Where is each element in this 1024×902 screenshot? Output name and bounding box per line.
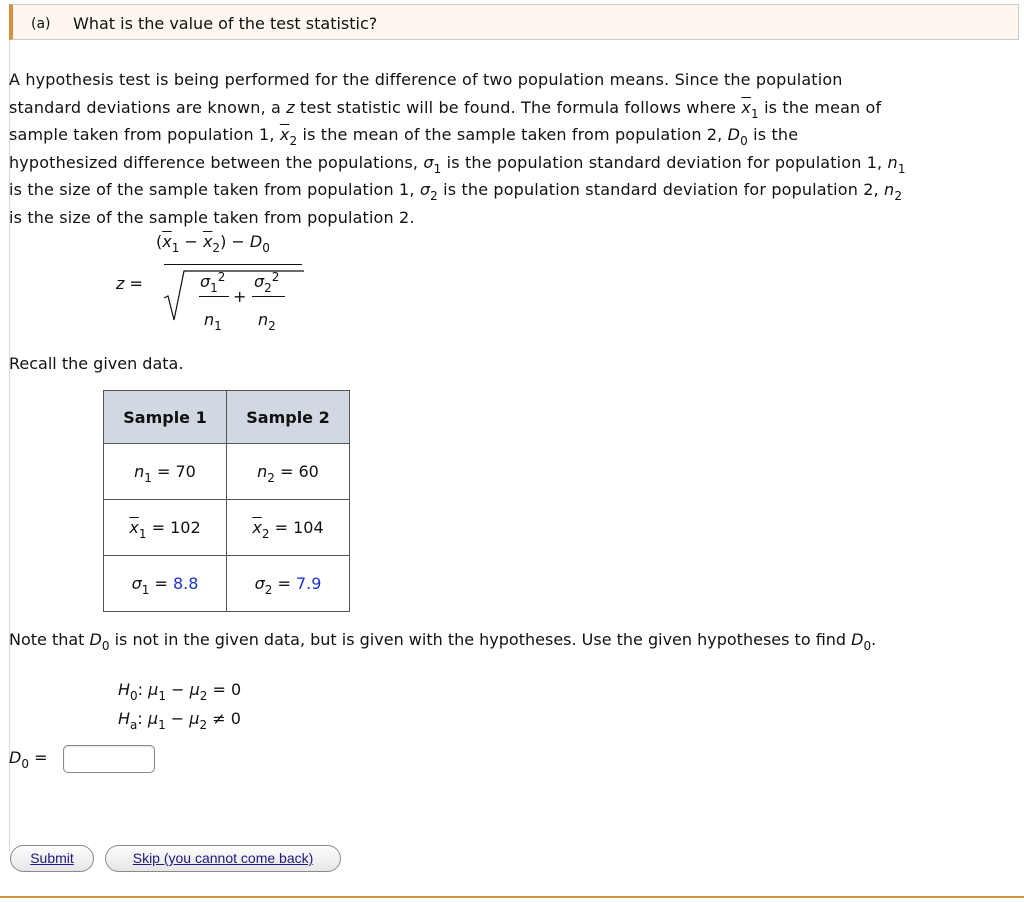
- n2-cell: $n_2 = 60$: [227, 444, 350, 500]
- d0-answer-input[interactable]: [63, 745, 155, 773]
- sigma1-squared: $\sigma_1^2$: [200, 270, 226, 295]
- intro-line-1: A hypothesis test is being performed for the difference of two population means. Since the population: [9, 70, 843, 89]
- intro-line-6: is the size of the sample taken from population 2.: [9, 207, 415, 227]
- n2-denominator: $n_2$: [258, 310, 276, 333]
- d0-label: $D_0$ =: [9, 748, 48, 771]
- column-header: Sample 1: [104, 391, 227, 444]
- recall-text: Recall the given data.: [9, 354, 184, 373]
- intro-paragraph: [9, 66, 1015, 231]
- intro-line-4: hypothesized difference between the populations, $\sigma_1$ is the population standard deviation for population 1, $n_1$: [9, 152, 906, 176]
- inner-fraction-bar-2: [252, 296, 285, 297]
- x1-cell: $\overline{x}_1 = 102$: [104, 500, 227, 556]
- formula-z: z =: [116, 274, 143, 293]
- skip-button[interactable]: Skip (you cannot come back): [105, 845, 341, 872]
- sigma2-squared: $\sigma_2^2$: [254, 270, 280, 295]
- column-header: Sample 2: [227, 391, 350, 444]
- table-row: [104, 444, 350, 500]
- note-text: Note that $D_0$ is not in the given data, but is given with the hypotheses. Use the given hypotheses to find $D_0$.: [9, 630, 877, 653]
- hypotheses: [118, 676, 241, 734]
- bottom-divider: [0, 896, 1024, 898]
- table-row: [104, 556, 350, 612]
- inner-fraction-bar-1: [199, 296, 229, 297]
- x2-cell: $\overline{x}_2 = 104$: [227, 500, 350, 556]
- z-formula: [100, 228, 330, 340]
- question-part-label: (a): [31, 16, 51, 32]
- formula-numerator: $(\overline{x}_1 - \overline{x}_2) - D_0$: [156, 232, 270, 255]
- question-header: [9, 4, 1019, 40]
- intro-line-5: is the size of the sample taken from population 1, $\sigma_2$ is the population standard deviation for population 2, $n_2$: [9, 180, 903, 203]
- question-title: What is the value of the test statistic?: [73, 14, 378, 33]
- null-hypothesis: $H_0$: $\mu_1 - \mu_2 = 0$: [118, 680, 242, 703]
- sigma2-cell: $\sigma_2 = 7.9$: [227, 556, 350, 612]
- submit-button[interactable]: Submit: [10, 845, 94, 872]
- alternative-hypothesis: $H_a$: $\mu_1 - \mu_2 \ne 0$: [118, 709, 241, 732]
- n1-denominator: $n_1$: [204, 310, 222, 333]
- given-data-table: [103, 390, 350, 612]
- intro-line-3: sample taken from population 1, $\overline{x}_2$ is the mean of the sample taken from population 2, $D_0$ is the: [9, 125, 799, 148]
- sigma1-cell: $\sigma_1 = 8.8$: [104, 556, 227, 612]
- intro-line-2: standard deviations are known, a z test statistic will be found. The formula follows where $\overline{x}_1$ is the mean of: [9, 97, 882, 121]
- table-header-row: [104, 391, 350, 444]
- main-fraction-bar: [164, 264, 302, 265]
- n1-cell: $n_1 = 70$: [104, 444, 227, 500]
- table-row: [104, 500, 350, 556]
- formula-plus: +: [233, 287, 247, 306]
